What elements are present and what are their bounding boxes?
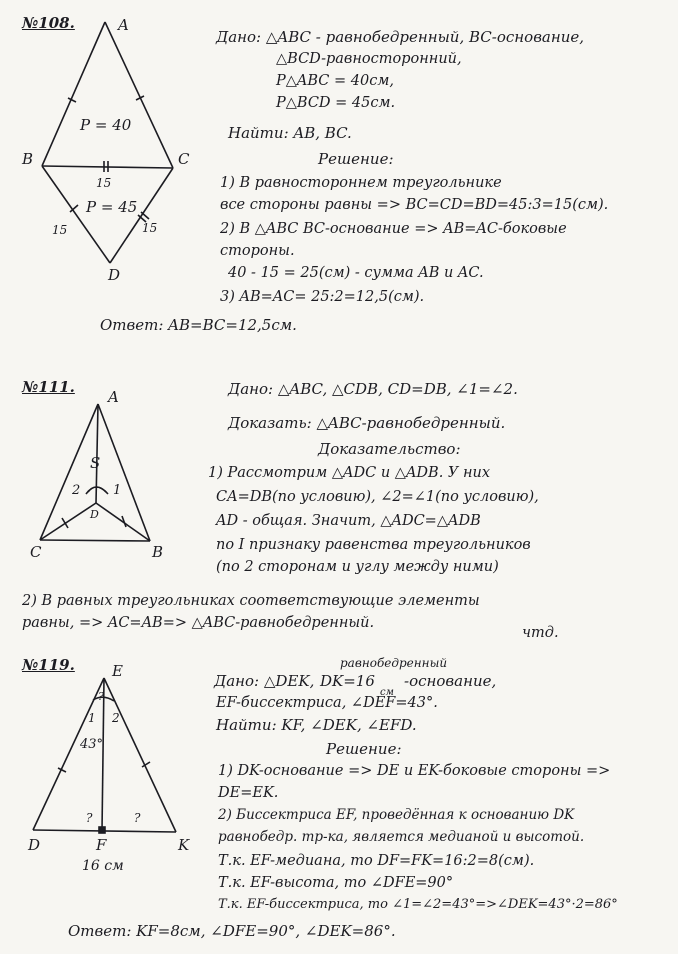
proof-111-line1: 1) Рассмотрим △ADC и △ADB. У них [208, 465, 491, 481]
label-B-108: B [22, 150, 34, 168]
given-119-base: DK=16 [320, 672, 375, 690]
given-108-line3: P△ABC = 40см, [276, 73, 394, 89]
side-ac [105, 22, 173, 168]
perimeter-abc-label: P = 40 [80, 116, 132, 134]
proof-111-line7: равны, => AC=AB=> △ABC-равнобедренный. [22, 615, 375, 631]
given-119-line2: EF-биссектриса, ∠DEF=43°. [216, 695, 438, 711]
solution-108-line6: 3) AB=AC= 25:2=12,5(см). [220, 289, 425, 305]
label-K-119: K [178, 836, 190, 854]
angle-1-label: 1 [113, 483, 122, 498]
proof-111-line2: CA=DB(по условию), ∠2=∠1(по условию), [216, 489, 539, 505]
angle-2-label: 2 [72, 483, 81, 498]
side-ab [42, 22, 105, 166]
label-C-108: C [178, 150, 190, 168]
answer-119: Ответ: KF=8см, ∠DFE=90°, ∠DEK=86°. [68, 922, 396, 940]
given-119: Дано: △DEK, [214, 672, 315, 690]
given-108-line2: △BCD-равносторонний, [276, 51, 462, 67]
solution-119-line4: равнобедр. тр-ка, является медианой и высотой. [218, 829, 585, 845]
label-C-111: C [30, 543, 42, 561]
side-ek [104, 678, 176, 832]
label-A-108: A [118, 16, 129, 34]
solution-108-line5: 40 - 15 = 25(см) - сумма AB и AC. [228, 265, 484, 281]
problem-number-108: №108. [22, 14, 75, 32]
side-cd-length: 15 [142, 221, 158, 235]
foot-f [99, 827, 105, 833]
label-B-111: B [152, 543, 164, 561]
question-fk: ? [134, 811, 141, 825]
angle-1-label-119: 1 [88, 711, 96, 725]
question-df: ? [86, 811, 93, 825]
side-bd-length: 15 [52, 223, 68, 237]
solution-heading-108: Решение: [318, 150, 394, 168]
proof-111-line4: по I признаку равенства треугольников [216, 537, 531, 553]
angle-question-top: ? [98, 690, 104, 703]
answer-108: Ответ: AB=BC=12,5см. [100, 316, 297, 334]
perimeter-bcd-label: P = 45 [86, 198, 138, 216]
prove-111: Доказать: △ABC-равнобедренный. [228, 414, 506, 432]
given-119-base-suffix: -основание, [404, 672, 497, 690]
label-S-111: S [90, 454, 101, 472]
solution-119-line1: 1) DK-основание => DE и EK-боковые стороны => [218, 763, 611, 779]
side-ed [33, 678, 104, 830]
solution-108-line4: стороны. [220, 243, 295, 259]
given-108: Дано: △ABC - равнобедренный, BC-основание, [216, 28, 585, 46]
side-cb-111 [40, 540, 150, 541]
solution-119-line2: DE=EK. [218, 785, 279, 801]
find-108: Найти: AB, BC. [228, 124, 352, 142]
segment-db [96, 503, 150, 541]
label-A-111: A [108, 388, 119, 406]
problem-number-111: №111. [22, 378, 75, 396]
side-bc-length: 15 [96, 176, 112, 190]
solution-108-line2: все стороны равны => BC=CD=BD=45:3=15(см). [220, 197, 609, 213]
given-108-line4: P△BCD = 45см. [276, 95, 396, 111]
figure-119 [33, 678, 176, 833]
base-length-label: 16 см [82, 858, 124, 874]
solution-119-line5: Т.к. EF-медиана, то DF=FK=16:2=8(см). [218, 853, 535, 869]
problem-number-119: №119. [22, 656, 75, 674]
solution-108-line1: 1) В равностороннем треугольнике [220, 175, 502, 191]
proof-111-line3: AD - общая. Значит, △ADC=△ADB [216, 513, 481, 529]
proof-111-line6: 2) В равных треугольниках соответствующие элементы [22, 593, 480, 609]
solution-119-line7: Т.к. EF-биссектриса, то ∠1=∠2=43°=>∠DEK=43°·2=86° [218, 897, 618, 912]
label-F-119: F [96, 836, 107, 854]
proof-111-line5: (по 2 сторонам и углу между ними) [216, 559, 499, 575]
given-119-unit: см [380, 687, 394, 698]
solution-119-line3: 2) Биссектриса EF, проведённая к основанию DK [218, 807, 575, 823]
qed-111: чтд. [522, 625, 559, 641]
label-D-108: D [108, 266, 121, 284]
given-119-annotation: равнобедренный [340, 656, 448, 670]
label-E-119: E [112, 662, 123, 680]
label-D-111: D [90, 508, 99, 521]
solution-119-line6: Т.к. EF-высота, то ∠DFE=90° [218, 875, 454, 891]
given-111: Дано: △ABC, △CDB, CD=DB, ∠1=∠2. [228, 380, 518, 398]
solution-108-line3: 2) В △ABC BC-основание => AB=AC-боковые [220, 221, 567, 237]
solution-heading-119: Решение: [326, 740, 402, 758]
find-119: Найти: KF, ∠DEK, ∠EFD. [216, 716, 417, 734]
angle-2-label-119: 2 [112, 711, 120, 725]
label-D-119: D [28, 836, 41, 854]
angle-43-label: 43° [80, 737, 104, 752]
proof-heading-111: Доказательство: [318, 440, 461, 458]
